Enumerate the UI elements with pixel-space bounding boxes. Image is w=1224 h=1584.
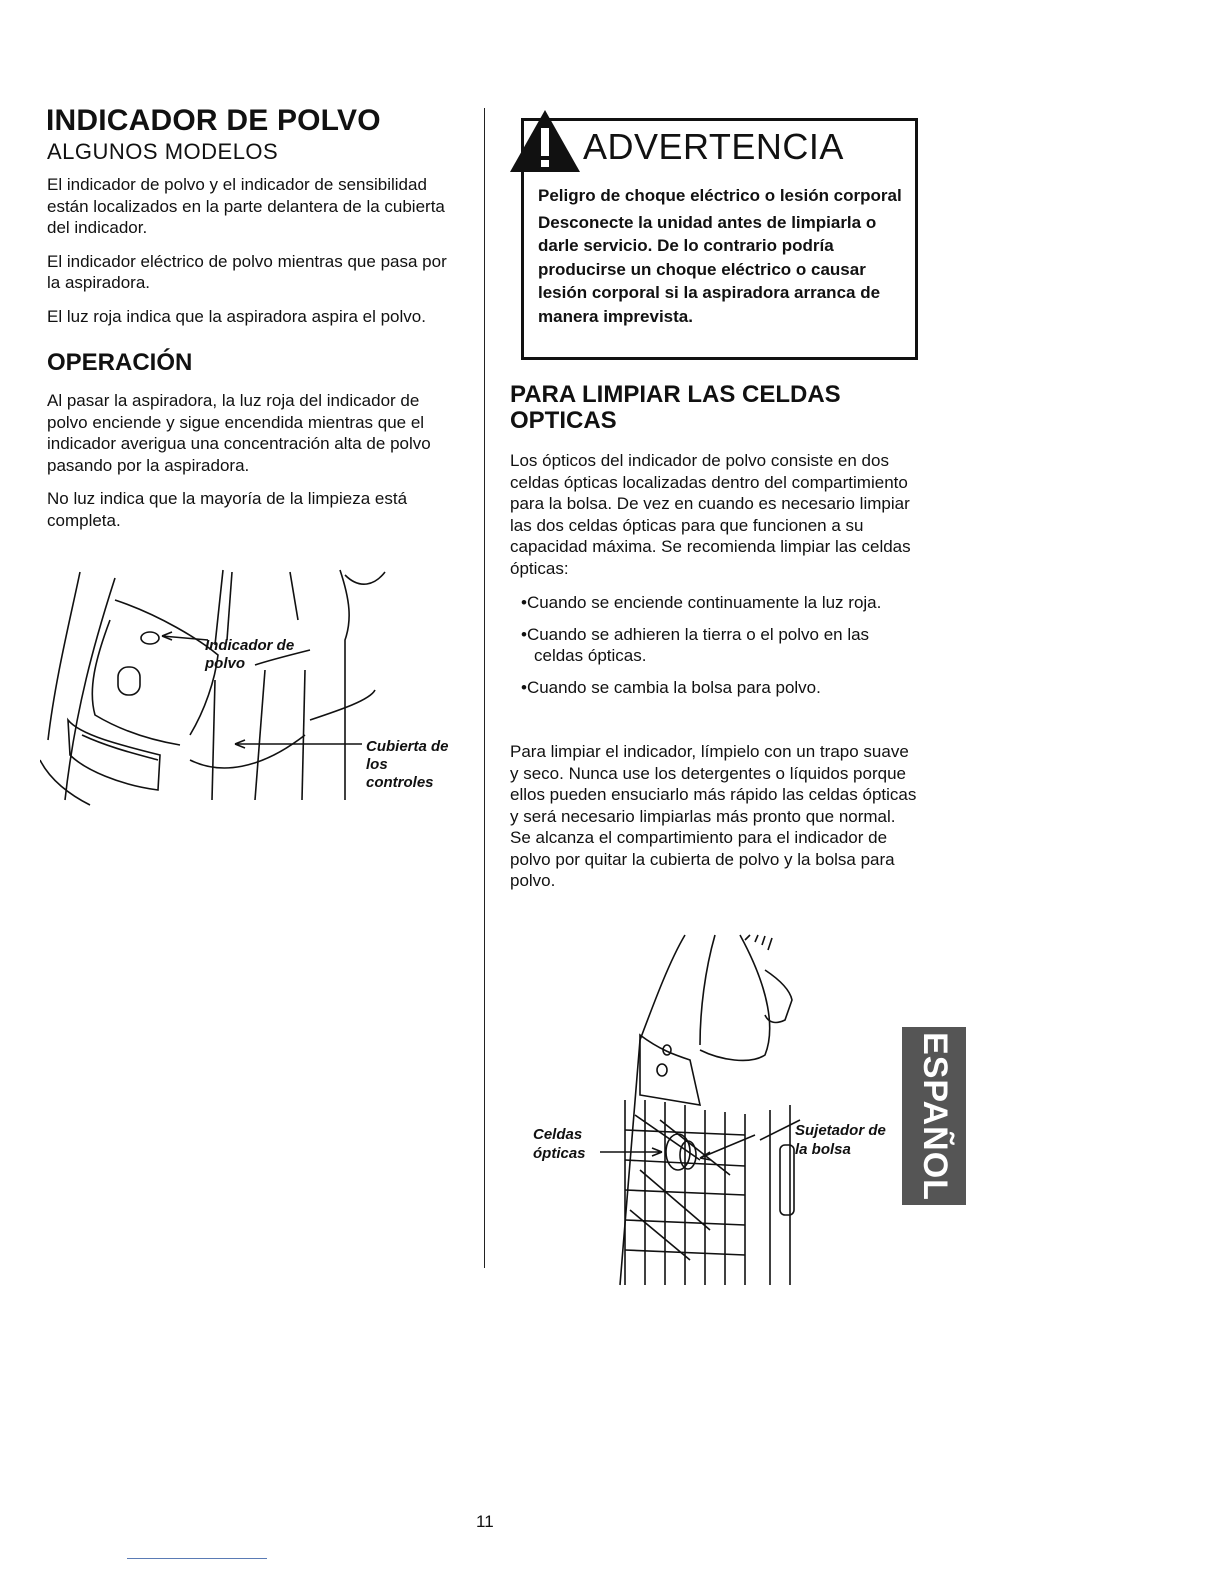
- section-title-dust-indicator: INDICADOR DE POLVO: [46, 104, 381, 137]
- column-divider: [484, 108, 485, 1268]
- warning-title: ADVERTENCIA: [583, 126, 844, 167]
- section-subtitle: ALGUNOS MODELOS: [47, 139, 279, 164]
- operation-paragraph: No luz indica que la mayoría de la limpieza está completa.: [47, 489, 408, 530]
- section-title-operation: OPERACIÓN: [47, 349, 193, 376]
- intro-paragraph: El luz roja indica que la aspiradora aspira el polvo.: [47, 306, 426, 326]
- label-bag-holder: Sujetador de la bolsa: [795, 1122, 886, 1158]
- list-item: •Cuando se adhieren la tierra o el polvo en las celdas ópticas.: [521, 624, 870, 665]
- operation-paragraph: Al pasar la aspiradora, la luz roja del indicador de polvo enciende y sigue encendida mientras que el indicador averigua una concentración alta de polvo pasando por la aspiradora.: [47, 391, 431, 475]
- clean-instructions-paragraph: Para limpiar el indicador, límpielo con un trapo suave y seco. Nunca use los detergentes o líquidos porque ellos pueden ensuciarlo más rápido las celdas ópticas y será necesario limpiarlas más pronto que normal. Se alcanza el compartimiento para el indicador de polvo por quitar la cubierta de polvo y la bolsa para polvo.: [510, 742, 917, 890]
- footer-rule: [127, 1558, 267, 1559]
- warning-body: Desconecte la unidad antes de limpiarla o darle servicio. De lo contrario podría producirse un choque eléctrico o causar lesión corporal si la aspiradora arranca de manera imprevista.: [538, 212, 881, 326]
- intro-paragraph: El indicador de polvo y el indicador de sensibilidad están localizados en la parte delantera de la cubierta del indicador.: [47, 175, 445, 237]
- warning-lead: Peligro de choque eléctrico o lesión corporal: [538, 186, 902, 205]
- label-optical-cells: Celdas ópticas: [533, 1126, 586, 1162]
- warning-text: [538, 184, 908, 331]
- label-dust-indicator: Indicador de polvo: [205, 637, 295, 672]
- warning-triangle-icon: [508, 108, 582, 174]
- optical-cells-illustration: [600, 930, 820, 1290]
- operation-text: [47, 390, 462, 543]
- section-title-clean-optics: PARA LIMPIAR LAS CELDAS OPTICAS: [510, 381, 841, 434]
- intro-paragraph: El indicador eléctrico de polvo mientras que pasa por la aspiradora.: [47, 251, 447, 292]
- clean-intro-paragraph: Los ópticos del indicador de polvo consiste en dos celdas ópticas localizadas dentro del compartimiento para la bolsa. De vez en cuando es necesario limpiar las dos celdas ópticas para que funcionen a su capacidad máxima. Se recomienda limpiar las celdas ópticas:: [510, 451, 911, 578]
- intro-text: [47, 174, 447, 339]
- list-item: •Cuando se enciende continuamente la luz roja.: [521, 593, 882, 612]
- clean-bullet-list: [521, 592, 901, 708]
- label-controls-cover: Cubierta de los controles: [366, 738, 449, 791]
- clean-intro: [510, 450, 920, 591]
- page-number: 11: [476, 1512, 494, 1531]
- language-tab-text: ESPAÑOL: [915, 1031, 954, 1201]
- clean-instructions: [510, 741, 920, 904]
- language-tab-label: [902, 1027, 966, 1205]
- list-item: •Cuando se cambia la bolsa para polvo.: [521, 677, 821, 697]
